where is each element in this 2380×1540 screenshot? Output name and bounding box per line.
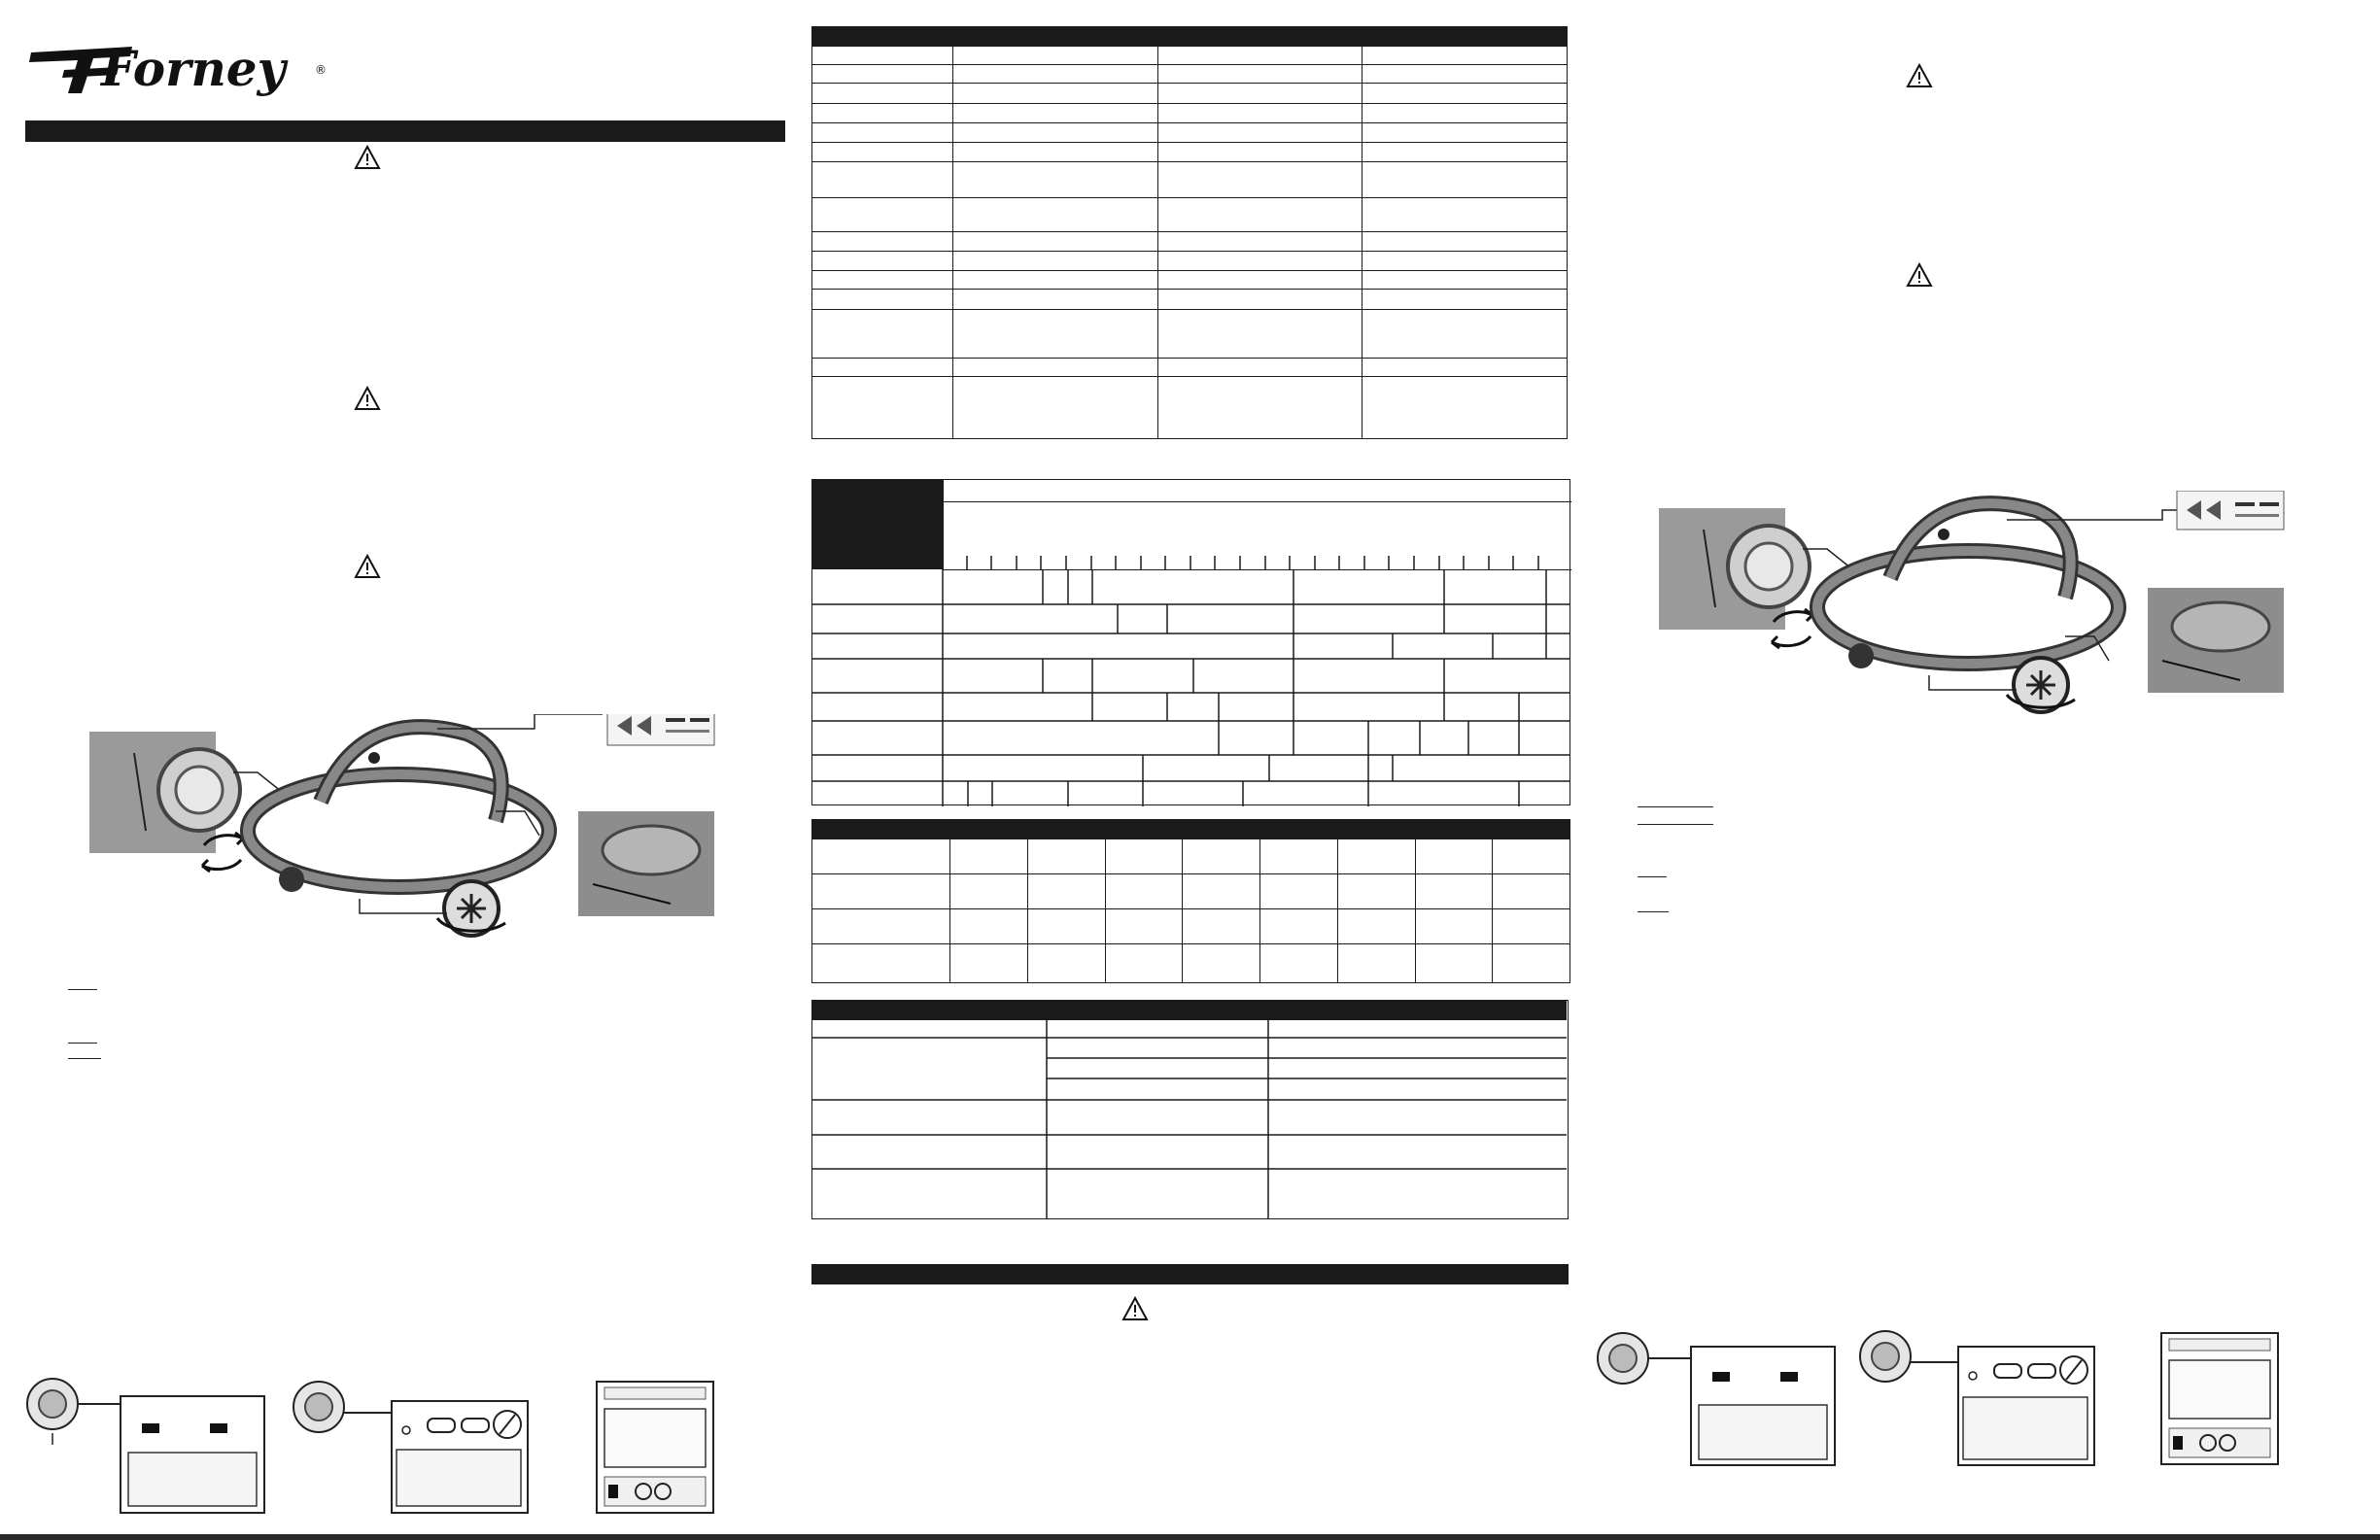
page-bottom-rule <box>0 1534 2380 1540</box>
filter-control-diagram-1 <box>1596 1329 1839 1470</box>
warning-triangle-icon <box>354 386 381 411</box>
headgear-adjustment-figure <box>87 714 719 938</box>
table-row <box>812 874 1570 909</box>
table-row <box>812 359 1568 377</box>
tension-knob <box>1848 643 1874 668</box>
shade-guide-grid <box>812 569 1570 806</box>
warning-triangle-icon <box>354 554 381 579</box>
note-underline <box>1638 876 1667 877</box>
table-row <box>812 104 1568 123</box>
warning-triangle-icon <box>354 145 381 170</box>
filter-cartridge-diagram <box>595 1380 716 1516</box>
middle-section-header-bar <box>811 1264 1569 1284</box>
filter-control-diagram-2 <box>1858 1329 2101 1470</box>
table-row <box>812 909 1570 944</box>
brand-name: Forney <box>101 40 286 97</box>
table-row <box>812 84 1568 104</box>
troubleshooting-table <box>811 1000 1569 1219</box>
table-row <box>812 377 1568 439</box>
table-row <box>812 162 1568 198</box>
specifications-table <box>811 26 1568 439</box>
table-header-row <box>812 820 1570 839</box>
warning-triangle-icon <box>1121 1296 1149 1321</box>
filter-lens-table <box>811 819 1570 983</box>
shade-guide-header-cell <box>812 480 943 569</box>
note-underline <box>68 989 97 990</box>
tension-knob <box>279 867 304 892</box>
table-row <box>812 944 1570 983</box>
table-row <box>812 839 1570 874</box>
table-row <box>812 47 1568 65</box>
note-underline <box>1638 806 1713 807</box>
table-row <box>812 310 1568 359</box>
headgear-adjustment-figure <box>1657 491 2289 714</box>
warning-triangle-icon <box>1906 63 1933 88</box>
table-row <box>812 271 1568 290</box>
table-header-row <box>812 27 1568 47</box>
filter-control-diagram-2 <box>292 1380 535 1521</box>
filter-cartridge-diagram <box>2159 1331 2281 1467</box>
table-row <box>812 123 1568 143</box>
forney-logo <box>25 35 336 103</box>
note-underline <box>1638 824 1713 825</box>
table-row <box>812 252 1568 271</box>
left-section-header-bar <box>25 120 785 142</box>
table-row <box>812 290 1568 310</box>
note-underline <box>68 1043 97 1044</box>
brand-registered-mark: ® <box>315 63 327 77</box>
table-row <box>812 143 1568 162</box>
troubleshooting-header-row <box>812 1001 1567 1020</box>
table-row <box>812 198 1568 232</box>
amperage-scale-ticks <box>943 550 1570 569</box>
note-underline <box>68 1058 101 1059</box>
shade-guide-table <box>811 479 1570 805</box>
note-underline <box>1638 911 1669 912</box>
filter-control-diagram-1 <box>25 1375 268 1516</box>
shade-guide-title-row <box>943 480 1571 502</box>
table-row <box>812 65 1568 84</box>
forney-logo-mark <box>25 35 336 103</box>
warning-triangle-icon <box>1906 262 1933 288</box>
table-row <box>812 232 1568 252</box>
